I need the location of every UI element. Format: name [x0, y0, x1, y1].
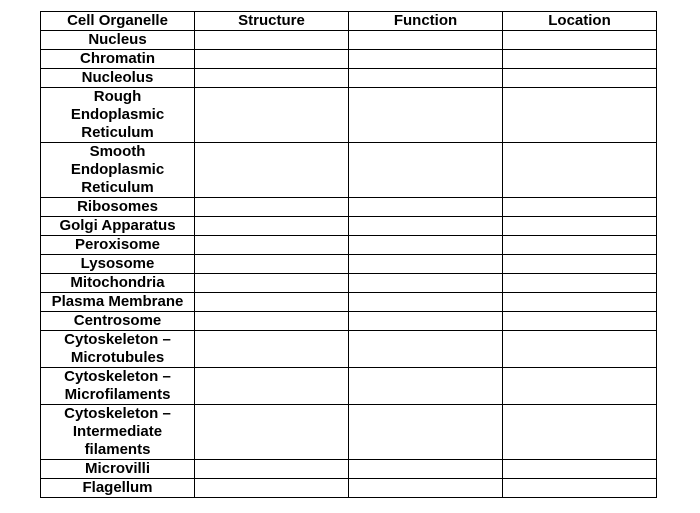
location-cell[interactable] — [503, 331, 657, 368]
function-cell[interactable] — [349, 368, 503, 405]
organelle-name-cell: Peroxisome — [41, 236, 195, 255]
organelle-name-cell: Cytoskeleton – Microtubules — [41, 331, 195, 368]
table-row — [41, 143, 657, 198]
function-cell[interactable] — [349, 88, 503, 143]
location-cell[interactable] — [503, 198, 657, 217]
worksheet — [40, 11, 657, 498]
structure-cell[interactable] — [195, 312, 349, 331]
structure-cell[interactable] — [195, 50, 349, 69]
structure-cell[interactable] — [195, 88, 349, 143]
table-row — [41, 217, 657, 236]
table-row — [41, 293, 657, 312]
organelle-name-cell: Mitochondria — [41, 274, 195, 293]
table-row — [41, 479, 657, 498]
location-cell[interactable] — [503, 143, 657, 198]
function-cell[interactable] — [349, 143, 503, 198]
structure-cell[interactable] — [195, 331, 349, 368]
structure-cell[interactable] — [195, 217, 349, 236]
structure-cell[interactable] — [195, 255, 349, 274]
table-row — [41, 460, 657, 479]
organelle-name-cell: Rough Endoplasmic Reticulum — [41, 88, 195, 143]
structure-cell[interactable] — [195, 405, 349, 460]
location-cell[interactable] — [503, 236, 657, 255]
structure-cell[interactable] — [195, 31, 349, 50]
organelle-name-cell: Cytoskeleton – Intermediate filaments — [41, 405, 195, 460]
location-cell[interactable] — [503, 479, 657, 498]
function-cell[interactable] — [349, 405, 503, 460]
organelle-name-cell: Microvilli — [41, 460, 195, 479]
table-row — [41, 312, 657, 331]
function-cell[interactable] — [349, 217, 503, 236]
function-cell[interactable] — [349, 255, 503, 274]
structure-cell[interactable] — [195, 69, 349, 88]
header-row — [41, 12, 657, 31]
table-row — [41, 405, 657, 460]
location-cell[interactable] — [503, 50, 657, 69]
table-row — [41, 255, 657, 274]
function-cell[interactable] — [349, 312, 503, 331]
location-cell[interactable] — [503, 405, 657, 460]
function-cell[interactable] — [349, 460, 503, 479]
location-cell[interactable] — [503, 312, 657, 331]
table-row — [41, 50, 657, 69]
organelle-name-cell: Cytoskeleton – Microfilaments — [41, 368, 195, 405]
function-cell[interactable] — [349, 293, 503, 312]
structure-cell[interactable] — [195, 368, 349, 405]
header-cell-function: Function — [349, 12, 503, 31]
organelle-name-cell: Plasma Membrane — [41, 293, 195, 312]
structure-cell[interactable] — [195, 479, 349, 498]
organelle-name-cell: Ribosomes — [41, 198, 195, 217]
location-cell[interactable] — [503, 255, 657, 274]
location-cell[interactable] — [503, 368, 657, 405]
location-cell[interactable] — [503, 217, 657, 236]
organelle-name-cell: Chromatin — [41, 50, 195, 69]
organelle-name-cell: Flagellum — [41, 479, 195, 498]
organelle-name-cell: Nucleus — [41, 31, 195, 50]
organelle-table — [40, 11, 657, 498]
structure-cell[interactable] — [195, 143, 349, 198]
table-row — [41, 31, 657, 50]
table-row — [41, 331, 657, 368]
organelle-name-cell: Nucleolus — [41, 69, 195, 88]
structure-cell[interactable] — [195, 198, 349, 217]
function-cell[interactable] — [349, 50, 503, 69]
function-cell[interactable] — [349, 479, 503, 498]
organelle-name-cell: Golgi Apparatus — [41, 217, 195, 236]
organelle-name-cell: Smooth Endoplasmic Reticulum — [41, 143, 195, 198]
location-cell[interactable] — [503, 69, 657, 88]
table-row — [41, 274, 657, 293]
structure-cell[interactable] — [195, 274, 349, 293]
table-row — [41, 236, 657, 255]
header-cell-structure: Structure — [195, 12, 349, 31]
structure-cell[interactable] — [195, 236, 349, 255]
header-cell-organelle: Cell Organelle — [41, 12, 195, 31]
table-body — [41, 31, 657, 498]
organelle-name-cell: Lysosome — [41, 255, 195, 274]
function-cell[interactable] — [349, 274, 503, 293]
location-cell[interactable] — [503, 274, 657, 293]
location-cell[interactable] — [503, 31, 657, 50]
table-row — [41, 69, 657, 88]
table-row — [41, 198, 657, 217]
location-cell[interactable] — [503, 88, 657, 143]
function-cell[interactable] — [349, 198, 503, 217]
location-cell[interactable] — [503, 460, 657, 479]
location-cell[interactable] — [503, 293, 657, 312]
structure-cell[interactable] — [195, 460, 349, 479]
structure-cell[interactable] — [195, 293, 349, 312]
table-row — [41, 88, 657, 143]
function-cell[interactable] — [349, 69, 503, 88]
header-cell-location: Location — [503, 12, 657, 31]
table-row — [41, 368, 657, 405]
function-cell[interactable] — [349, 31, 503, 50]
function-cell[interactable] — [349, 331, 503, 368]
organelle-name-cell: Centrosome — [41, 312, 195, 331]
function-cell[interactable] — [349, 236, 503, 255]
